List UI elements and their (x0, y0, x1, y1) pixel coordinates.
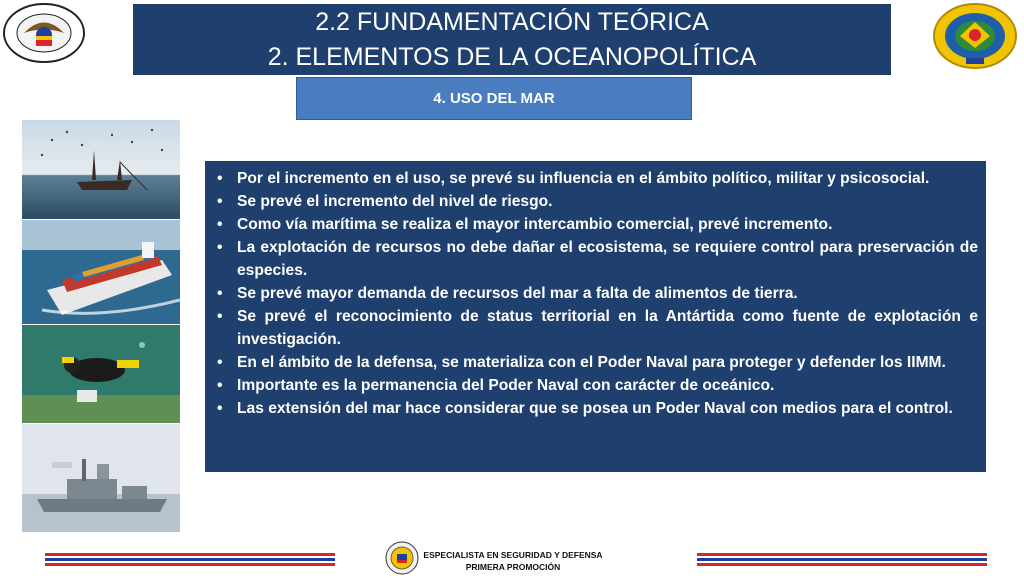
bullet-item: • Se prevé mayor demanda de recursos del mar a falta de alimentos de tierra. (217, 282, 978, 305)
bullet-item: • Se prevé el reconocimiento de status territorial en la Antártida como fuente de explotación e investigación. (217, 305, 978, 351)
bullet-item: • Importante es la permanencia del Poder Naval con carácter de oceánico. (217, 374, 978, 397)
escuela-emblem-logo (932, 2, 1018, 70)
bullet-item: • Por el incremento en el uso, se prevé su influencia en el ámbito político, militar y psicosocial. (217, 167, 978, 190)
stripe-red (45, 563, 335, 566)
footer-seal-icon (385, 541, 419, 575)
photo-column (22, 120, 180, 532)
footer-stripes-right (697, 553, 987, 569)
bullet-item: • Las extensión del mar hace considerar que se posea un Poder Naval con medios para el control. (217, 397, 978, 420)
page-title-line-1: 2.2 FUNDAMENTACIÓN TEÓRICA (315, 8, 709, 36)
comando-conjunto-logo (2, 2, 86, 64)
stripe-blue (45, 558, 335, 561)
bullet-item: • Como vía marítima se realiza el mayor intercambio comercial, prevé incremento. (217, 213, 978, 236)
content-panel (205, 161, 986, 472)
title-banner (133, 4, 891, 75)
container-ship-photo (22, 220, 180, 324)
bullet-item: • En el ámbito de la defensa, se materializa con el Poder Naval para proteger y defender los IIMM. (217, 351, 978, 374)
stripe-red (45, 553, 335, 556)
page-title-line-2: 2. ELEMENTOS DE LA OCEANOPOLÍTICA (267, 43, 757, 71)
fishing-boat-photo (22, 120, 180, 219)
bullet-item: • Se prevé el incremento del nivel de riesgo. (217, 190, 978, 213)
section-subtitle: 4. USO DEL MAR (296, 77, 692, 120)
navy-frigate-photo (22, 424, 180, 532)
footer-stripes-left (45, 553, 335, 569)
footer-line-2: PRIMERA PROMOCIÓN (465, 562, 561, 572)
stripe-red (697, 553, 987, 556)
stripe-red (697, 563, 987, 566)
stripe-blue (697, 558, 987, 561)
footer-caption (420, 549, 606, 573)
bullet-item: • La explotación de recursos no debe dañar el ecosistema, se requiere control para preservación de especies. (217, 236, 978, 282)
diver-photo (22, 325, 180, 423)
bullet-list (217, 167, 978, 420)
footer-line-1: ESPECIALISTA EN SEGURIDAD Y DEFENSA (423, 550, 603, 560)
